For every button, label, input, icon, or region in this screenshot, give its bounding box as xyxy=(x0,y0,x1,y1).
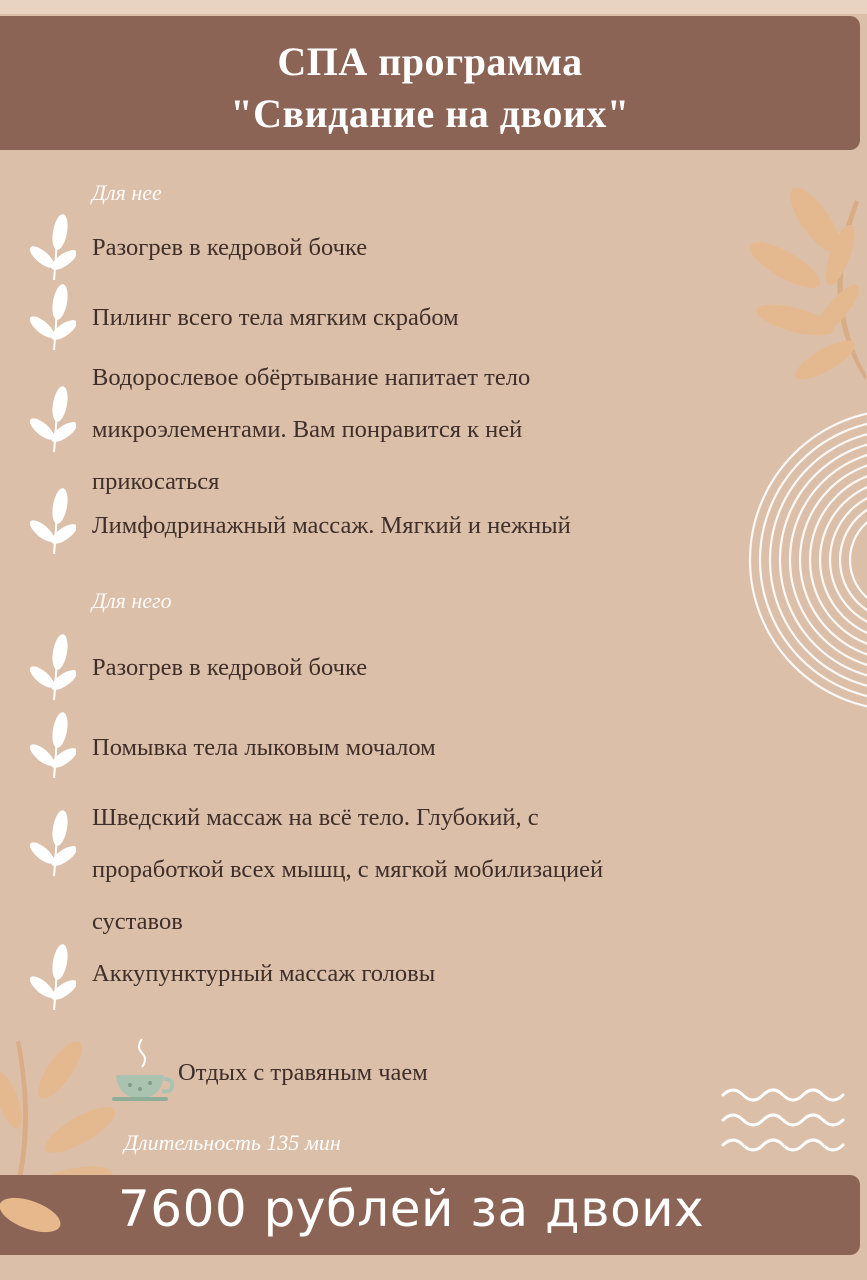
list-item-text: Шведский массаж на всё тело. Глубокий, с xyxy=(92,804,539,831)
list-item-text: Разогрев в кедровой бочке xyxy=(92,234,368,261)
leaf-bullet-icon xyxy=(26,632,76,702)
leaf-bullet-icon xyxy=(26,212,76,282)
title-line-2: "Свидание на двоих" xyxy=(230,91,630,136)
list-item xyxy=(92,352,827,508)
leaf-bullet-icon xyxy=(26,942,76,1012)
list-item xyxy=(92,642,827,694)
tea-cup-icon xyxy=(108,1035,178,1105)
tea-text: Отдых с травяным чаем xyxy=(178,1059,428,1086)
list-item xyxy=(92,792,827,948)
list-item xyxy=(92,948,827,1000)
decor-waves-icon xyxy=(718,1080,858,1160)
leaf-bullet-icon xyxy=(26,710,76,780)
list-item xyxy=(92,292,827,344)
list-item-text: Помывка тела лыковым мочалом xyxy=(92,734,436,761)
list-item-text: суставов xyxy=(92,908,183,935)
section-title-him: Для него xyxy=(92,588,172,613)
price-text: 7600 рублей за двоих xyxy=(118,1180,705,1238)
tea-row xyxy=(108,1035,608,1105)
duration-text: Длительность 135 мин xyxy=(124,1130,341,1155)
list-item-text: Разогрев в кедровой бочке xyxy=(92,654,368,681)
list-item-text: прикосаться xyxy=(92,468,220,495)
list-item-text: Лимфодринажный массаж. Мягкий и нежный xyxy=(92,512,571,539)
list-item xyxy=(92,222,827,274)
list-item-text: микроэлементами. Вам понравится к ней xyxy=(92,416,523,443)
section-title-her: Для нее xyxy=(92,180,162,205)
title-line-1: СПА программа xyxy=(277,39,583,84)
list-item-text: Водорослевое обёртывание напитает тело xyxy=(92,364,531,391)
leaf-bullet-icon xyxy=(26,808,76,878)
list-item-text: Аккупунктурный массаж головы xyxy=(92,960,436,987)
list-item-text: Пилинг всего тела мягким скрабом xyxy=(92,304,459,331)
list-item xyxy=(92,500,827,552)
title-banner xyxy=(0,16,860,150)
decor-leaf-price-icon xyxy=(0,1190,70,1240)
leaf-bullet-icon xyxy=(26,282,76,352)
list-item xyxy=(92,722,827,774)
leaf-bullet-icon xyxy=(26,384,76,454)
leaf-bullet-icon xyxy=(26,486,76,556)
list-item-text: проработкой всех мышц, с мягкой мобилизацией xyxy=(92,856,604,883)
